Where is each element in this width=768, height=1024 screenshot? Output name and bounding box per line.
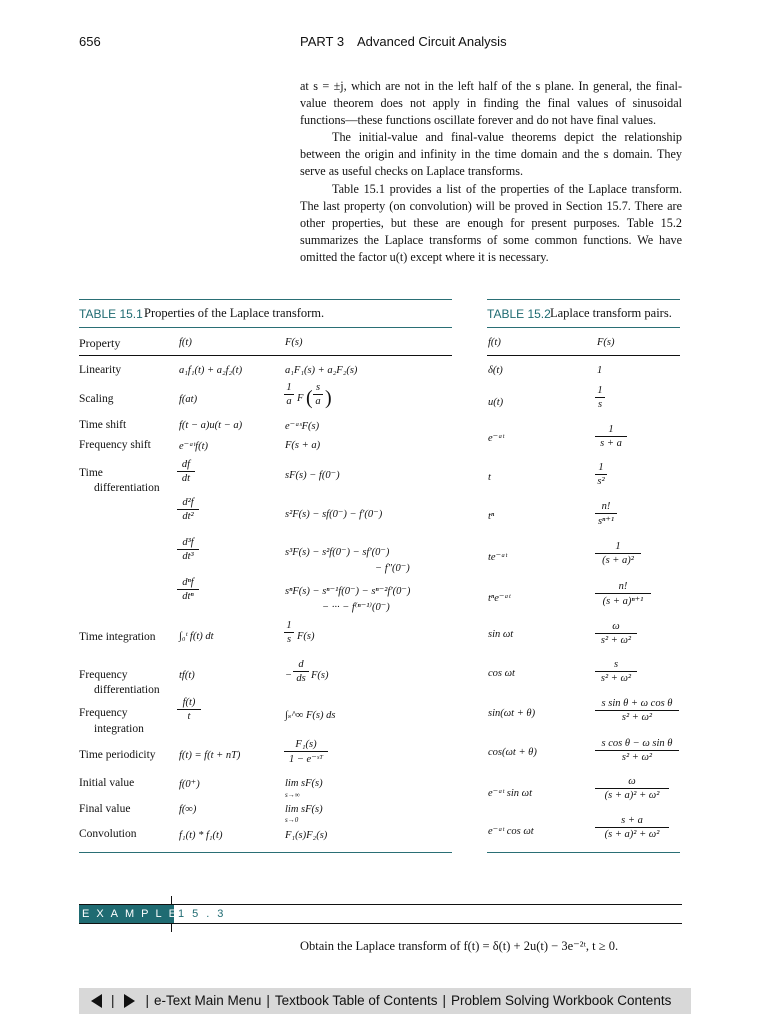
t1-Fs-frac: $\frac{1}{s}$	[284, 620, 294, 645]
t1-ft-frac: $\frac{f(t)}{t}$	[177, 697, 201, 722]
t1-property: Convolution	[79, 828, 137, 840]
paragraph-3: Table 15.1 provides a list of the properties of the Laplace transform. The last property (on convolution) will be proved in Section 15.7. There are other properties, but these are enough for present purposes. Table 15.2 summarizes the Laplace transforms of some common functions. We have omitted the factor u(t) except where it is necessary.	[300, 181, 682, 264]
t1-property: Frequency	[79, 669, 128, 681]
t1-property: Frequency	[79, 707, 128, 719]
example-bottom-rule	[79, 923, 682, 924]
t1-Fs-paren-open: (	[306, 387, 313, 409]
t1-Fs: s²F(s) − sf(0⁻) − f′(0⁻)	[285, 509, 383, 520]
t1-Fs: s³F(s) − s²f(0⁻) − sf′(0⁻)	[285, 547, 390, 558]
t2-ft: e⁻ᵃᵗ	[488, 433, 505, 444]
table2-header-ft: f(t)	[488, 337, 501, 348]
table2-header-rule	[487, 355, 680, 356]
t2-ft: δ(t)	[488, 365, 503, 376]
t1-Fs: sF(s) − f(0⁻)	[285, 470, 340, 481]
table2-label: TABLE 15.2	[487, 307, 551, 321]
t1-ft-frac: $\frac{df}{dt}$	[177, 459, 195, 484]
page-number: 656	[79, 34, 101, 49]
table2-bottom-rule	[487, 852, 680, 853]
t2-Fs-frac: $\frac{s}{\text{s² + ω²}}$	[595, 659, 637, 684]
t2-Fs-frac: $\frac{1}{\text{(s + a)²}}$	[595, 541, 641, 566]
t1-property-line2: integration	[94, 723, 144, 735]
t2-ft: tⁿ	[488, 511, 495, 522]
t1-ft: f(t) = f(t + nT)	[179, 750, 241, 761]
example-number: 15.3	[178, 908, 232, 920]
table2-caption: Laplace transform pairs.	[550, 306, 672, 320]
t2-ft: te⁻ᵃᵗ	[488, 552, 508, 563]
paragraph-2: The initial-value and final-value theorems depict the relationship between the origin and infinity in the time domain and the s domain. They serve as useful checks on Laplace transforms.	[300, 130, 682, 179]
t1-Fs: ∫ₛ^∞ F(s) ds	[285, 710, 336, 721]
table1-header-Fs: F(s)	[285, 337, 303, 348]
t1-ft-frac: $\frac{\text{d²f}}{\text{dt²}}$	[177, 497, 199, 522]
table1-label: TABLE 15.1	[79, 307, 143, 321]
t1-property: Time integration	[79, 631, 156, 643]
table1-caption: Properties of the Laplace transform.	[144, 306, 325, 320]
t1-ft: ∫₀ᵗ f(t) dt	[179, 631, 214, 642]
t1-Fs: a₁F₁(s) + a₂F₂(s)	[285, 365, 358, 376]
t2-Fs-frac: $\frac{1}{s + a}$	[595, 424, 627, 449]
t1-ft: tf(t)	[179, 670, 195, 681]
t1-ft: a₁f₁(t) + a₂f₂(t)	[179, 365, 243, 376]
t1-property-line2: differentiation	[94, 482, 160, 494]
t1-property: Linearity	[79, 364, 122, 376]
nav-separator: |	[266, 993, 270, 1008]
t1-ft: f(∞)	[179, 804, 197, 815]
t2-Fs-frac: $\frac{s + a}{\text{(s + a)² + ω²}}$	[595, 815, 669, 840]
t1-Fs-sign: −	[285, 670, 293, 681]
nav-separator: |	[111, 993, 115, 1008]
nav-separator: |	[145, 993, 150, 1008]
t2-Fs-frac: $\frac{\text{s sin θ + ω cos θ}}{\text{s² + ω²}}$	[595, 698, 679, 723]
t2-ft: e⁻ᵃᵗ cos ωt	[488, 826, 534, 837]
table2-caption-rule	[487, 327, 680, 328]
t1-property: Time periodicity	[79, 749, 156, 761]
t2-ft: cos ωt	[488, 668, 515, 679]
t2-Fs-frac: $\frac{n!}{\text{sⁿ⁺¹}}$	[595, 501, 617, 527]
t1-Fs-frac: $\frac{d}{ds}$	[293, 659, 309, 684]
t2-ft: u(t)	[488, 397, 504, 408]
t1-Fs-tail: F(s)	[297, 631, 315, 642]
table1-header-rule	[79, 355, 452, 356]
body-text	[300, 78, 682, 266]
table1-top-rule	[79, 299, 452, 300]
t1-ft: f(at)	[179, 394, 198, 405]
nav-separator: |	[442, 993, 446, 1008]
t1-Fs-line2: − ··· − f⁽ⁿ⁻¹⁾(0⁻)	[322, 602, 390, 613]
t1-Fs-sub: s→0	[285, 816, 299, 824]
etext-main-menu-link[interactable]: e-Text Main Menu	[154, 993, 262, 1008]
next-page-arrow-icon[interactable]	[124, 994, 135, 1008]
t2-Fs-frac: $\frac{1}{\text{s²}}$	[595, 462, 607, 487]
paragraph-1: at s = ±j, which are not in the left half of the s plane. In general, the final-value theorem does not apply in finding the final values of sinusoidal functions—these functions oscillate forever and do not have final values.	[300, 79, 682, 128]
t1-property: Final value	[79, 803, 131, 815]
t2-ft: sin ωt	[488, 629, 514, 640]
t1-ft: e⁻ᵃᵗf(t)	[179, 441, 208, 452]
t1-Fs: e⁻ᵃˢF(s)	[285, 421, 320, 432]
table1-bottom-rule	[79, 852, 452, 853]
t1-Fs-mid: F	[297, 393, 304, 404]
t1-Fs-line2: − f″(0⁻)	[375, 563, 410, 574]
t2-Fs-frac: $\frac{\text{s cos θ − ω sin θ}}{\text{s² + ω²}}$	[595, 738, 679, 763]
t1-Fs-sub: s→∞	[285, 791, 300, 799]
t1-Fs: lim sF(s)	[285, 804, 323, 815]
t2-Fs-frac: $\frac{\omega}{\text{s² + ω²}}$	[595, 621, 637, 646]
t1-Fs-frac: $\frac{\text{F₁(s)}}{\text{1 − e⁻ˢᵀ}}$	[284, 739, 328, 765]
t2-ft: sin(ωt + θ)	[488, 708, 536, 719]
table1-header-ft: f(t)	[179, 337, 192, 348]
example-problem-text: Obtain the Laplace transform of f(t) = δ(t) + 2u(t) − 3e⁻²ᵗ, t ≥ 0.	[300, 939, 619, 953]
t2-Fs-frac: $\frac{\omega}{\text{(s + a)² + ω²}}$	[595, 776, 669, 801]
t1-ft-frac: $\frac{\text{d³f}}{\text{dt³}}$	[177, 537, 199, 562]
t1-ft-frac: dⁿf dtⁿ	[177, 577, 199, 602]
t2-ft: t	[488, 472, 491, 483]
t1-ft: f₁(t) * f₁(t)	[179, 830, 223, 841]
t1-Fs: F(s + a)	[285, 440, 321, 451]
t1-Fs-frac: $\frac{s}{a}$	[313, 382, 323, 407]
t1-Fs-tail: F(s)	[311, 670, 329, 681]
workbook-contents-link[interactable]: Problem Solving Workbook Contents	[450, 993, 672, 1008]
t1-Fs: F₁(s)F₂(s)	[285, 830, 328, 841]
table1-caption-rule	[79, 327, 452, 328]
chapter-title: Advanced Circuit Analysis	[357, 34, 507, 49]
t1-property: Frequency shift	[79, 439, 151, 451]
textbook-toc-link[interactable]: Textbook Table of Contents	[274, 993, 438, 1008]
t1-property: Time	[79, 467, 103, 479]
t2-Fs-frac: $\frac{1}{s}$	[595, 385, 605, 410]
t2-ft: e⁻ᵃᵗ sin ωt	[488, 788, 532, 799]
t1-Fs: sⁿF(s) − sⁿ⁻¹f(0⁻) − sⁿ⁻²f′(0⁻)	[285, 586, 411, 597]
part-label: PART 3	[300, 34, 345, 49]
t1-Fs-paren-close: )	[325, 387, 332, 409]
t1-ft: f(0⁺)	[179, 779, 200, 790]
t2-Fs: 1	[597, 365, 603, 376]
table1-header-property: Property	[79, 336, 121, 350]
previous-page-arrow-icon[interactable]	[91, 994, 102, 1008]
t1-ft: f(t − a)u(t − a)	[179, 420, 243, 431]
t1-property: Initial value	[79, 777, 135, 789]
t2-ft: tⁿe⁻ᵃᵗ	[488, 593, 511, 604]
t1-property: Scaling	[79, 393, 114, 405]
table2-top-rule	[487, 299, 680, 300]
t2-Fs-frac: $\frac{n!}{\text{(s + a)ⁿ⁺¹}}$	[595, 581, 651, 607]
t1-Fs-prefrac: $\frac{1}{a}$	[284, 382, 294, 407]
etext-nav-bar	[79, 988, 691, 1014]
example-label: EXAMPLE	[79, 905, 174, 923]
t1-property: Time shift	[79, 419, 127, 431]
table2-header-Fs: F(s)	[597, 337, 615, 348]
t1-property-line2: differentiation	[94, 684, 160, 696]
t2-ft: cos(ωt + θ)	[488, 747, 537, 758]
t1-Fs: lim sF(s)	[285, 778, 323, 789]
